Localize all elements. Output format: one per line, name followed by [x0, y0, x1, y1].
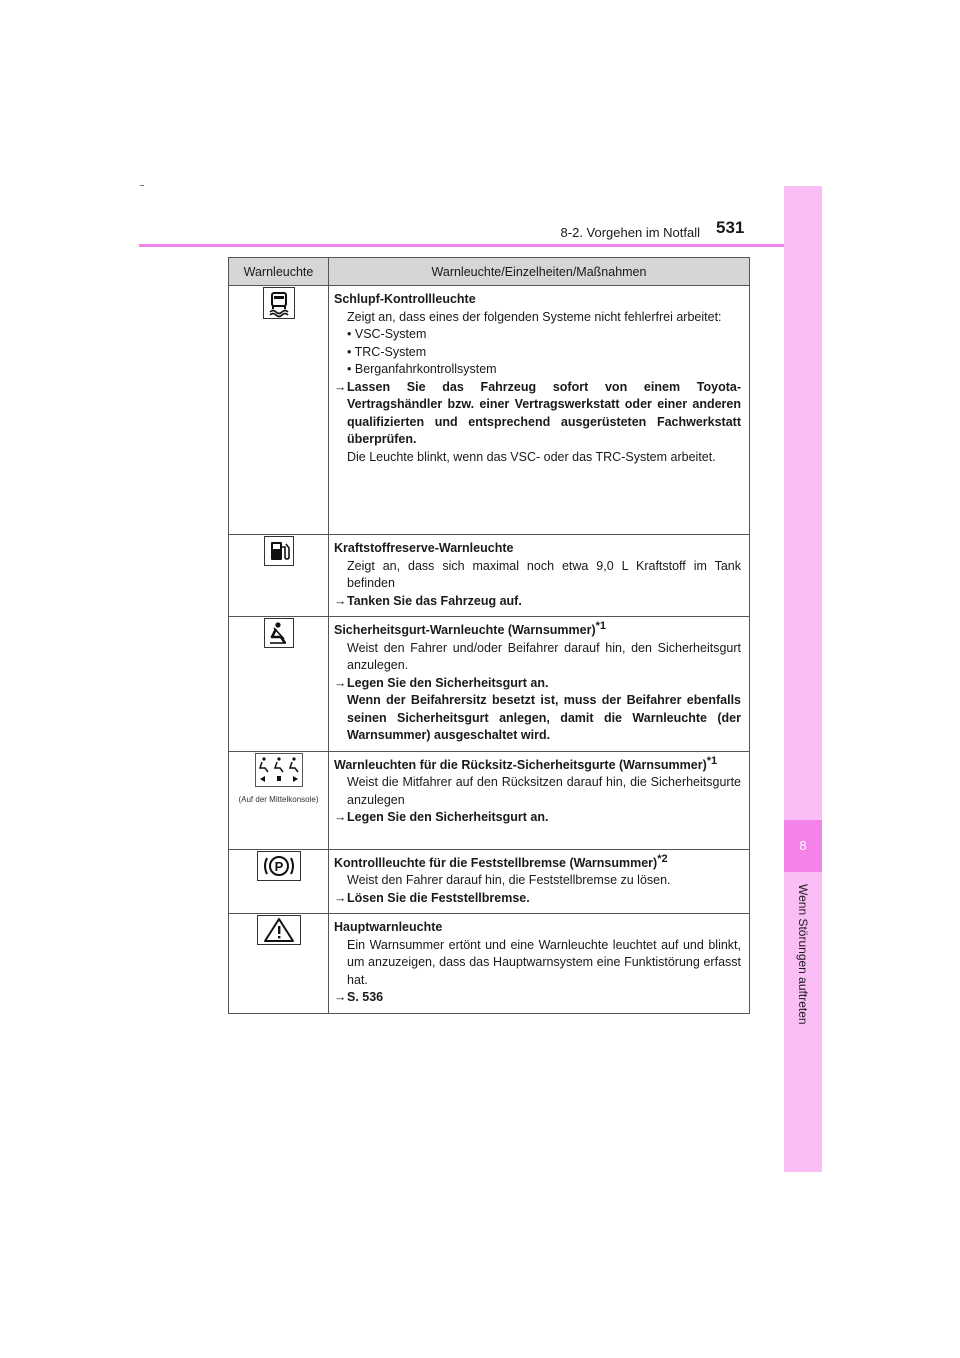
action-text: Lassen Sie das Fahrzeug sofort von einem Toyota-Vertragshändler bzw. einer Vertragswerkstatt oder einer anderen qualifizierten und entsprechend ausgerüsteten Fachwerkstatt überprüfen. — [347, 379, 741, 446]
entry-title: Schlupf-Kontrollleuchte — [334, 292, 476, 306]
rear-seatbelt-icon — [255, 753, 303, 787]
icon-cell — [229, 286, 329, 535]
chapter-number: 8 — [784, 820, 822, 872]
footnote-marker: *1 — [595, 619, 607, 632]
entry-description: Weist den Fahrer und/oder Beifahrer darauf hin, den Sicherheitsgurt anzulegen. — [347, 640, 741, 672]
column-header-detail: Warnleuchte/Einzelheiten/Maßnahmen — [329, 258, 750, 286]
chapter-title: Wenn Störungen auftreten — [796, 884, 810, 1025]
action-line — [334, 890, 741, 908]
arrow-icon: → — [334, 379, 347, 394]
seatbelt-icon — [264, 618, 294, 648]
action-line — [334, 675, 741, 693]
table-row — [229, 535, 750, 617]
table-row — [229, 617, 750, 752]
detail-cell — [329, 751, 750, 849]
fuel-pump-icon — [264, 536, 294, 566]
icon-cell — [229, 617, 329, 752]
rear-seatbelt-indicator — [238, 753, 318, 804]
action-text: Legen Sie den Sicherheitsgurt an. — [347, 810, 549, 824]
action-text: Lösen Sie die Feststellbremse. — [347, 890, 530, 905]
column-header-icon: Warnleuchte — [229, 258, 329, 286]
entry-description: Weist die Mitfahrer auf den Rücksitzen darauf hin, die Sicherheitsgurte anzulegen — [347, 775, 741, 807]
action-text: Legen Sie den Sicherheitsgurt an. — [347, 675, 549, 690]
list-item: • TRC-System — [334, 344, 741, 362]
icon-cell — [229, 535, 329, 617]
entry-title: Hauptwarnleuchte — [334, 920, 443, 934]
entry-title-text: Kontrollleuchte für die Feststellbremse (Warnsummer) — [334, 855, 658, 870]
detail-cell — [329, 617, 750, 752]
icon-cell — [229, 751, 329, 849]
parking-brake-icon — [257, 851, 301, 881]
page-number: 531 — [716, 218, 745, 237]
list-item: • VSC-System — [334, 326, 741, 344]
action-note: Wenn der Beifahrersitz besetzt ist, muss der Beifahrer ebenfalls seinen Sicherheitsgurt anlegen, damit die Warnleuchte (der Warnsummer) ausgeschaltet wird. — [347, 693, 741, 742]
page-reference-link[interactable]: S. 536 — [347, 990, 384, 1004]
svg-text:P: P — [274, 858, 283, 874]
icon-cell — [229, 914, 329, 1014]
arrow-icon: → — [334, 890, 347, 905]
entry-title — [334, 852, 741, 873]
arrow-icon: → — [334, 990, 347, 1004]
footnote-marker: *1 — [706, 754, 718, 767]
entry-title-text: Sicherheitsgurt-Warnleuchte (Warnsummer) — [334, 623, 596, 637]
slip-indicator-icon — [263, 287, 295, 319]
table-row — [229, 914, 750, 1014]
entry-description: Zeigt an, dass eines der folgenden Systeme nicht fehlerfrei arbeitet: — [347, 309, 722, 324]
table-row — [229, 286, 750, 535]
icon-caption: (Auf der Mittelkonsole) — [238, 794, 319, 804]
header-rule — [139, 244, 821, 247]
detail-cell — [329, 914, 750, 1014]
action-line — [334, 809, 741, 827]
arrow-icon: → — [334, 810, 347, 824]
arrow-icon: → — [334, 593, 347, 608]
entry-title-text: Warnleuchten für die Rücksitz-Sicherheitsgurte (Warnsummer) — [334, 757, 707, 772]
action-text: Tanken Sie das Fahrzeug auf. — [347, 593, 522, 608]
footnote-marker: *2 — [657, 852, 668, 865]
entry-note: Die Leuchte blinkt, wenn das VSC- oder das TRC-System arbeitet. — [347, 449, 716, 464]
action-line — [334, 593, 741, 611]
detail-cell — [329, 286, 750, 535]
crop-mark — [140, 185, 144, 186]
entry-description: Weist den Fahrer darauf hin, die Feststellbremse zu lösen. — [347, 873, 671, 887]
detail-cell — [329, 849, 750, 914]
table-row — [229, 849, 750, 914]
entry-title: Kraftstoffreserve-Warnleuchte — [334, 541, 514, 555]
list-item: • Berganfahrkontrollsystem — [334, 361, 741, 379]
arrow-icon: → — [334, 675, 347, 690]
table-row — [229, 751, 750, 849]
action-line — [334, 379, 741, 449]
entry-title — [334, 619, 741, 640]
action-line — [334, 989, 741, 1007]
warning-light-table — [228, 257, 750, 1014]
entry-description: Ein Warnsummer ertönt und eine Warnleuchte leuchtet auf und blinkt, um anzuzeigen, dass das Hauptwarnsystem eine Funktistörung erfasst hat. — [347, 937, 741, 987]
entry-title — [334, 754, 741, 775]
detail-cell — [329, 535, 750, 617]
entry-description: Zeigt an, dass sich maximal noch etwa 9,0 L Kraftstoff im Tank befinden — [347, 558, 741, 590]
table-header-row — [229, 258, 750, 286]
master-warning-icon — [257, 915, 301, 945]
section-title: 8-2. Vorgehen im Notfall — [560, 225, 700, 240]
icon-cell — [229, 849, 329, 914]
